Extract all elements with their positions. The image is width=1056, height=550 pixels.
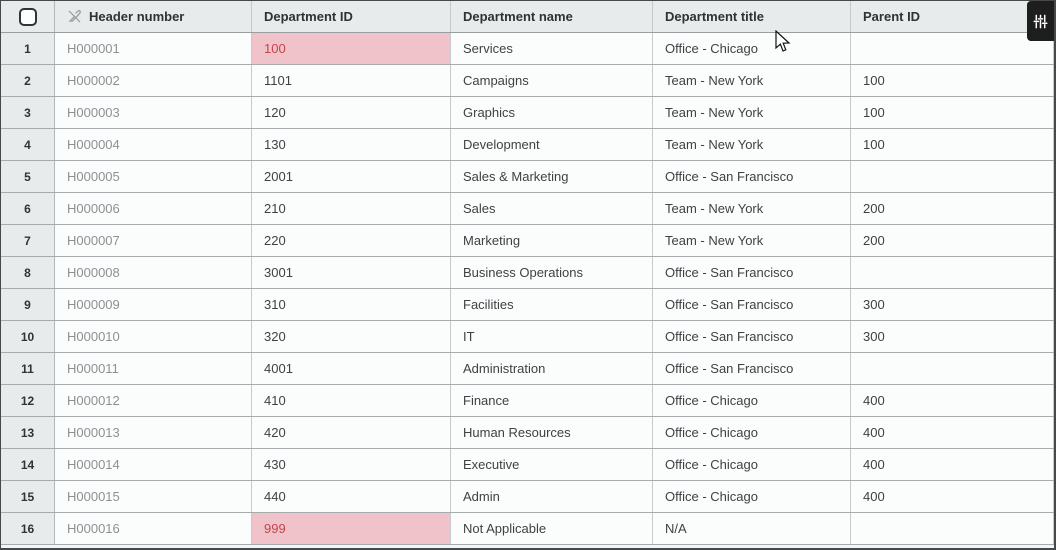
cell-parent-id[interactable]: 300 — [851, 321, 1054, 352]
sliders-icon — [1033, 14, 1048, 29]
row-number[interactable]: 11 — [1, 353, 55, 384]
cell-department-name[interactable]: Administration — [451, 353, 653, 384]
table-row — [1, 417, 1054, 449]
column-settings-button[interactable] — [1027, 1, 1054, 41]
cell-parent-id[interactable]: 100 — [851, 129, 1054, 160]
cell-department-title[interactable]: Office - Chicago — [653, 33, 851, 64]
row-number[interactable]: 8 — [1, 257, 55, 288]
cell-parent-id[interactable]: 400 — [851, 417, 1054, 448]
cell-header-number[interactable]: H000006 — [55, 193, 252, 224]
cell-department-id[interactable]: 310 — [252, 289, 451, 320]
cell-header-number[interactable]: H000004 — [55, 129, 252, 160]
cell-parent-id[interactable]: 100 — [851, 97, 1054, 128]
cell-department-id[interactable]: 3001 — [252, 257, 451, 288]
row-number[interactable]: 10 — [1, 321, 55, 352]
cell-department-name[interactable]: IT — [451, 321, 653, 352]
cell-department-id[interactable]: 420 — [252, 417, 451, 448]
cell-department-title[interactable]: Office - Chicago — [653, 481, 851, 512]
table-row — [1, 225, 1054, 257]
table-row — [1, 33, 1054, 65]
row-number[interactable]: 15 — [1, 481, 55, 512]
cell-department-title[interactable]: Office - San Francisco — [653, 353, 851, 384]
table-row — [1, 65, 1054, 97]
row-number[interactable]: 6 — [1, 193, 55, 224]
table-row — [1, 385, 1054, 417]
cell-parent-id[interactable]: 400 — [851, 385, 1054, 416]
cell-header-number[interactable]: H000011 — [55, 353, 252, 384]
table-row — [1, 289, 1054, 321]
table-row — [1, 321, 1054, 353]
cell-department-name[interactable]: Sales — [451, 193, 653, 224]
cell-department-title[interactable]: N/A — [653, 513, 851, 544]
cell-department-name[interactable]: Finance — [451, 385, 653, 416]
column-header-label: Parent ID — [863, 9, 921, 24]
cell-header-number[interactable]: H000016 — [55, 513, 252, 544]
column-header-header-number[interactable] — [55, 1, 252, 32]
table-row — [1, 513, 1054, 545]
cell-department-id[interactable]: 2001 — [252, 161, 451, 192]
cell-department-title[interactable]: Team - New York — [653, 225, 851, 256]
cell-parent-id[interactable]: 200 — [851, 193, 1054, 224]
cell-department-title[interactable]: Team - New York — [653, 129, 851, 160]
cell-department-title[interactable]: Office - Chicago — [653, 449, 851, 480]
cell-department-title[interactable]: Team - New York — [653, 65, 851, 96]
cell-department-name[interactable]: Admin — [451, 481, 653, 512]
cell-department-id[interactable]: 100 — [252, 33, 451, 64]
cell-header-number[interactable]: H000007 — [55, 225, 252, 256]
column-header-department-name[interactable] — [451, 1, 653, 32]
cell-parent-id[interactable]: 400 — [851, 481, 1054, 512]
row-number[interactable]: 1 — [1, 33, 55, 64]
cell-header-number[interactable]: H000013 — [55, 417, 252, 448]
row-number[interactable]: 2 — [1, 65, 55, 96]
cell-department-title[interactable]: Office - Chicago — [653, 417, 851, 448]
cell-header-number[interactable]: H000009 — [55, 289, 252, 320]
cell-department-title[interactable]: Office - San Francisco — [653, 257, 851, 288]
cell-parent-id[interactable] — [851, 353, 1054, 384]
column-header-label: Department title — [665, 9, 764, 24]
table-row — [1, 257, 1054, 289]
row-number[interactable]: 14 — [1, 449, 55, 480]
cell-department-title[interactable]: Team - New York — [653, 97, 851, 128]
cell-parent-id[interactable]: 300 — [851, 289, 1054, 320]
table-row — [1, 481, 1054, 513]
cell-department-title[interactable]: Office - Chicago — [653, 385, 851, 416]
table-row — [1, 161, 1054, 193]
cell-department-name[interactable]: Executive — [451, 449, 653, 480]
cell-department-name[interactable]: Sales & Marketing — [451, 161, 653, 192]
cell-header-number[interactable]: H000005 — [55, 161, 252, 192]
column-header-parent-id[interactable] — [851, 1, 1054, 32]
select-all-cell — [1, 1, 55, 32]
row-number[interactable]: 5 — [1, 161, 55, 192]
row-number[interactable]: 16 — [1, 513, 55, 544]
table-row — [1, 449, 1054, 481]
cell-department-name[interactable]: Not Applicable — [451, 513, 653, 544]
cell-header-number[interactable]: H000014 — [55, 449, 252, 480]
cell-department-id[interactable]: 440 — [252, 481, 451, 512]
cell-parent-id[interactable]: 400 — [851, 449, 1054, 480]
table-header-row — [1, 1, 1054, 33]
table-row — [1, 97, 1054, 129]
cell-department-name[interactable]: Campaigns — [451, 65, 653, 96]
departments-table — [1, 1, 1054, 548]
cell-department-id[interactable]: 410 — [252, 385, 451, 416]
table-body — [1, 33, 1054, 545]
cell-department-title[interactable]: Office - San Francisco — [653, 321, 851, 352]
cell-header-number[interactable]: H000001 — [55, 33, 252, 64]
cell-parent-id[interactable] — [851, 257, 1054, 288]
cell-department-title[interactable]: Office - San Francisco — [653, 161, 851, 192]
cell-department-id[interactable]: 120 — [252, 97, 451, 128]
cell-department-id[interactable]: 4001 — [252, 353, 451, 384]
edit-off-icon — [67, 9, 82, 24]
cell-department-name[interactable]: Business Operations — [451, 257, 653, 288]
row-number[interactable]: 12 — [1, 385, 55, 416]
cell-department-id[interactable]: 210 — [252, 193, 451, 224]
cell-parent-id[interactable]: 100 — [851, 65, 1054, 96]
row-number[interactable]: 3 — [1, 97, 55, 128]
cell-department-name[interactable]: Services — [451, 33, 653, 64]
table-footer-strip — [1, 545, 1054, 548]
cell-department-id[interactable]: 999 — [252, 513, 451, 544]
cell-parent-id[interactable] — [851, 161, 1054, 192]
cell-department-id[interactable]: 220 — [252, 225, 451, 256]
cell-header-number[interactable]: H000002 — [55, 65, 252, 96]
cell-department-name[interactable]: Marketing — [451, 225, 653, 256]
row-number[interactable]: 4 — [1, 129, 55, 160]
row-number[interactable]: 9 — [1, 289, 55, 320]
cell-header-number[interactable]: H000015 — [55, 481, 252, 512]
row-number[interactable]: 7 — [1, 225, 55, 256]
cell-department-name[interactable]: Graphics — [451, 97, 653, 128]
column-header-label: Header number — [89, 9, 185, 24]
cell-department-name[interactable]: Development — [451, 129, 653, 160]
cell-department-id[interactable]: 430 — [252, 449, 451, 480]
cell-parent-id[interactable] — [851, 513, 1054, 544]
cell-header-number[interactable]: H000010 — [55, 321, 252, 352]
select-all-checkbox[interactable] — [19, 8, 37, 26]
table-row — [1, 129, 1054, 161]
cell-department-id[interactable]: 320 — [252, 321, 451, 352]
cell-department-id[interactable]: 130 — [252, 129, 451, 160]
cell-header-number[interactable]: H000008 — [55, 257, 252, 288]
column-header-label: Department ID — [264, 9, 353, 24]
column-header-label: Department name — [463, 9, 573, 24]
cell-department-name[interactable]: Facilities — [451, 289, 653, 320]
column-header-department-id[interactable] — [252, 1, 451, 32]
cell-department-id[interactable]: 1101 — [252, 65, 451, 96]
row-number[interactable]: 13 — [1, 417, 55, 448]
cell-parent-id[interactable] — [851, 33, 1054, 64]
cell-department-title[interactable]: Office - San Francisco — [653, 289, 851, 320]
cell-department-title[interactable]: Team - New York — [653, 193, 851, 224]
cell-header-number[interactable]: H000012 — [55, 385, 252, 416]
column-header-department-title[interactable] — [653, 1, 851, 32]
cell-header-number[interactable]: H000003 — [55, 97, 252, 128]
table-row — [1, 193, 1054, 225]
table-row — [1, 353, 1054, 385]
cell-department-name[interactable]: Human Resources — [451, 417, 653, 448]
cell-parent-id[interactable]: 200 — [851, 225, 1054, 256]
